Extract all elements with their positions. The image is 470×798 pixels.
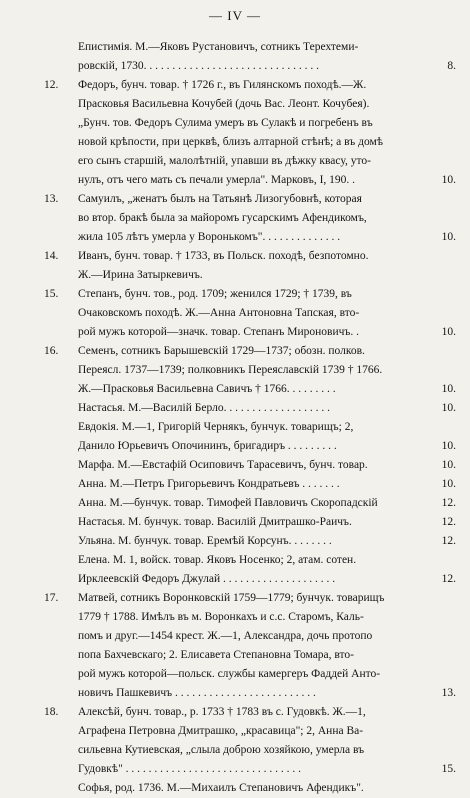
entry-number: 14. — [44, 250, 59, 262]
entry-text: новичъ Пашкевичъ . . . . . . . . . . . . . . . . . . . . . . . . . — [78, 687, 316, 699]
page-reference: 10. — [441, 478, 456, 490]
entry-text: Самуилъ, „женатъ былъ на Татьянѣ Лизогубовнѣ, которая — [78, 193, 362, 205]
entry-text: Настасья. М.—Василій Берло. . . . . . . . . . . . . . . . . . . — [78, 402, 330, 414]
page-reference: 10. — [441, 383, 456, 395]
entry-text: сильевна Кутиевская, „слыла доброю хозяйкою, умерла въ — [78, 744, 365, 756]
page-reference: 12. — [441, 516, 456, 528]
entry-line — [0, 722, 470, 741]
entry-number: 15. — [44, 288, 59, 300]
entry-text: Настасья. М. бунчук. товар. Василій Дмитрашко-Раичъ. — [78, 516, 352, 528]
entry-line — [0, 494, 470, 513]
entry-text: Гудовкѣ" . . . . . . . . . . . . . . . . . . . . . . . . . . . . . . . — [78, 763, 302, 775]
entry-text: Евдокія. М.—1, Григорій Чернякъ, бунчук. товарищъ; 2, — [78, 421, 354, 433]
page-reference: 12. — [441, 573, 456, 585]
entry-line — [0, 285, 470, 304]
entry-line — [0, 380, 470, 399]
entry-text: Софья, род. 1736. М.—Михаилъ Степановичъ Афендикъ". — [78, 782, 364, 794]
entry-line — [0, 589, 470, 608]
entry-text: Ж.—Ирина Затыркевичъ. — [78, 269, 203, 281]
entry-text: Алексѣй, бунч. товар., р. 1733 † 1783 въ с. Гудовкѣ. Ж.—1, — [78, 706, 366, 718]
page-reference: 13. — [441, 687, 456, 699]
entry-line — [0, 665, 470, 684]
entry-text: попа Бахчевскаго; 2. Елисавета Степановна Томара, вто- — [78, 649, 354, 661]
entry-text: во втор. бракѣ была за майоромъ гусарскимъ Афендикомъ, — [78, 212, 367, 224]
entry-text: „Бунч. тов. Федоръ Сулима умеръ въ Сулакѣ и погребенъ въ — [78, 117, 373, 129]
page-reference: 10. — [441, 440, 456, 452]
entry-text: Иванъ, бунч. товар. † 1733, въ Польск. походѣ, безпотомно. — [78, 250, 369, 262]
entry-line — [0, 247, 470, 266]
entry-text: Степанъ, бунч. тов., род. 1709; женился 1729; † 1739, въ — [78, 288, 352, 300]
page-reference: 8. — [447, 60, 456, 72]
entry-text: рой мужъ которой—значк. товар. Степанъ Мироновичъ. . — [78, 326, 359, 338]
entry-text: Ж.—Прасковья Васильевна Савичъ † 1766. . . . . . . . . — [78, 383, 336, 395]
entry-text: ровскій, 1730. . . . . . . . . . . . . . . . . . . . . . . . . . . . . . . — [78, 60, 320, 72]
page-reference: 15. — [441, 763, 456, 775]
entry-line — [0, 684, 470, 703]
entry-line — [0, 760, 470, 779]
entry-line — [0, 133, 470, 152]
entry-line — [0, 190, 470, 209]
entry-text: Прасковья Васильевна Кочубей (дочь Вас. Леонт. Кочубея). — [78, 98, 370, 110]
entry-text: его сынъ старшій, малолѣтній, упавши въ дѣжку квасу, уто- — [78, 155, 371, 167]
entry-text: Очаковскомъ походѣ. Ж.—Анна Антоновна Тапская, вто- — [78, 307, 360, 319]
entry-line — [0, 570, 470, 589]
entry-line — [0, 38, 470, 57]
entry-text: Матвей, сотникъ Воронковскій 1759—1779; бунчук. товарищъ — [78, 592, 385, 604]
entry-line — [0, 475, 470, 494]
entry-text: Семенъ, сотникъ Барышевскій 1729—1737; обозн. полков. — [78, 345, 365, 357]
entry-text: Данило Юрьевичъ Опочининъ, бригадиръ . . . . . . . . . — [78, 440, 337, 452]
entry-line — [0, 209, 470, 228]
entry-line — [0, 437, 470, 456]
entry-line — [0, 399, 470, 418]
entry-text: жила 105 лѣтъ умерла у Воронькомъ". . . . . . . . . . . . . . — [78, 231, 341, 243]
entry-text: рой мужъ которой—польск. службы камергеръ Фаддей Анто- — [78, 668, 381, 680]
entry-text: Федоръ, бунч. товар. † 1726 г., въ Гилянскомъ походѣ.—Ж. — [78, 79, 367, 91]
entry-text: Епистимія. М.—Яковъ Рустановичъ, сотникъ Терехтеми- — [78, 41, 359, 53]
page-number-header: — IV — — [209, 8, 261, 23]
entry-line — [0, 171, 470, 190]
entry-text: Ирклеевскій Федоръ Джулай . . . . . . . . . . . . . . . . . . . . — [78, 573, 336, 585]
entry-line — [0, 266, 470, 285]
entry-text: Анна. М.—Петръ Григорьевичъ Кондратьевъ . . . . . . . — [78, 478, 340, 490]
entry-text: Марфа. М.—Евстафій Осиповичъ Тарасевичъ, бунч. товар. — [78, 459, 368, 471]
entry-line — [0, 323, 470, 342]
entry-line — [0, 513, 470, 532]
entry-line — [0, 418, 470, 437]
entry-text: Анна. М.—бунчук. товар. Тимофей Павловичъ Скоропадскій — [78, 497, 378, 509]
entry-text: Аграфена Петровна Дмитрашко, „красавица"; 2, Анна Ва- — [78, 725, 364, 737]
entry-line — [0, 76, 470, 95]
page-reference: 10. — [441, 459, 456, 471]
entry-line — [0, 152, 470, 171]
page-reference: 10. — [441, 231, 456, 243]
entry-text: новой крѣпости, при церквѣ, близъ алтарной стѣнѣ; а въ домѣ — [78, 136, 384, 148]
entry-line — [0, 342, 470, 361]
entry-text: Ульяна. М. бунчук. товар. Еремѣй Корсунъ. . . . . . . . — [78, 535, 332, 547]
entry-number: 13. — [44, 193, 59, 205]
page-reference: 10. — [441, 174, 456, 186]
entry-line — [0, 114, 470, 133]
entry-line — [0, 741, 470, 760]
entry-number: 16. — [44, 345, 59, 357]
entry-number: 18. — [44, 706, 59, 718]
entry-line — [0, 95, 470, 114]
entry-number: 17. — [44, 592, 59, 604]
entry-text: помъ и друг.—1454 крест. Ж.—1, Александра, дочь протопо — [78, 630, 373, 642]
entry-line — [0, 627, 470, 646]
genealogy-list — [0, 38, 470, 798]
entry-line — [0, 646, 470, 665]
entry-line — [0, 608, 470, 627]
page-reference: 12. — [441, 497, 456, 509]
entry-text: Елена. М. 1, войск. товар. Яковъ Носенко; 2, атам. сотен. — [78, 554, 357, 566]
entry-line — [0, 703, 470, 722]
entry-number: 12. — [44, 79, 59, 91]
entry-line — [0, 304, 470, 323]
entry-text: нулъ, отъ чего мать съ печали умерла". Марковъ, I, 190. . — [78, 174, 356, 186]
entry-line — [0, 779, 470, 798]
entry-line — [0, 532, 470, 551]
entry-text: 1779 † 1788. Имѣлъ въ м. Воронкахъ и с.с. Старомъ, Каль- — [78, 611, 364, 623]
entry-line — [0, 57, 470, 76]
entry-line — [0, 551, 470, 570]
entry-line — [0, 228, 470, 247]
page-reference: 10. — [441, 326, 456, 338]
page-reference: 12. — [441, 535, 456, 547]
entry-line — [0, 361, 470, 380]
page-reference: 10. — [441, 402, 456, 414]
entry-text: Переясл. 1737—1739; полковникъ Переяславскій 1739 † 1766. — [78, 364, 383, 376]
entry-line — [0, 456, 470, 475]
